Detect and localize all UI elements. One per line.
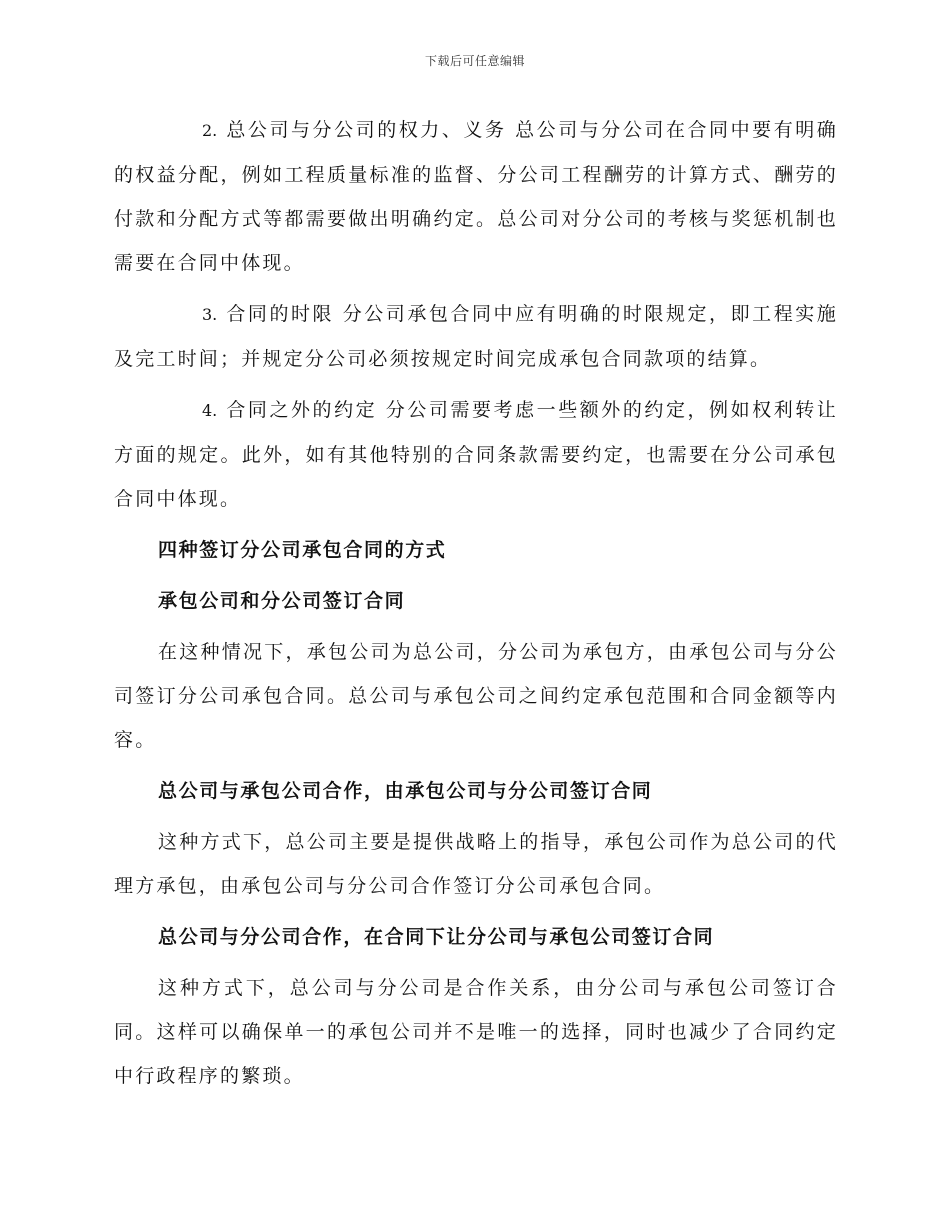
page-header: 下载后可任意编辑 bbox=[424, 54, 525, 68]
document-body bbox=[114, 108, 838, 1105]
body-paragraph-2: 这种方式下，总公司主要是提供战略上的指导，承包公司作为总公司的代理方承包，由承包公司与分公司合作签订分公司承包合同。 bbox=[114, 831, 838, 897]
item-number: 4. bbox=[202, 401, 218, 420]
subsection-heading-1: 承包公司和分公司签订合同 bbox=[158, 590, 406, 612]
numbered-paragraph-3 bbox=[114, 292, 838, 381]
section-heading: 四种签订分公司承包合同的方式 bbox=[158, 539, 447, 561]
body-paragraph-3: 这种方式下，总公司与分公司是合作关系，由分公司与承包公司签订合同。这样可以确保单一的承包公司并不是唯一的选择，同时也减少了合同约定中行政程序的繁琐。 bbox=[114, 977, 838, 1087]
subsection-heading-3: 总公司与分公司合作，在合同下让分公司与承包公司签订合同 bbox=[158, 926, 715, 948]
numbered-paragraph-4 bbox=[114, 388, 838, 521]
item-number: 3. bbox=[202, 305, 218, 324]
paragraph-text: 合同的时限 分公司承包合同中应有明确的时限规定，即工程实施及完工时间；并规定分公司必须按规定时间完成承包合同款项的结算。 bbox=[114, 303, 838, 370]
paragraph-text: 总公司与分公司的权力、义务 总公司与分公司在合同中要有明确的权益分配，例如工程质量标准的监督、分公司工程酬劳的计算方式、酬劳的付款和分配方式等都需要做出明确约定。总公司对分公司的考核与奖惩机制也需要在合同中体现。 bbox=[114, 119, 838, 274]
item-number: 2. bbox=[202, 121, 218, 140]
paragraph-text: 合同之外的约定 分公司需要考虑一些额外的约定，例如权利转让方面的规定。此外，如有其他特别的合同条款需要约定，也需要在分公司承包合同中体现。 bbox=[114, 399, 838, 510]
numbered-paragraph-2 bbox=[114, 108, 838, 285]
body-paragraph-1: 在这种情况下，承包公司为总公司，分公司为承包方，由承包公司与分公司签订分公司承包合同。总公司与承包公司之间约定承包范围和合同金额等内容。 bbox=[114, 641, 838, 751]
subsection-heading-2: 总公司与承包公司合作，由承包公司与分公司签订合同 bbox=[158, 780, 653, 802]
